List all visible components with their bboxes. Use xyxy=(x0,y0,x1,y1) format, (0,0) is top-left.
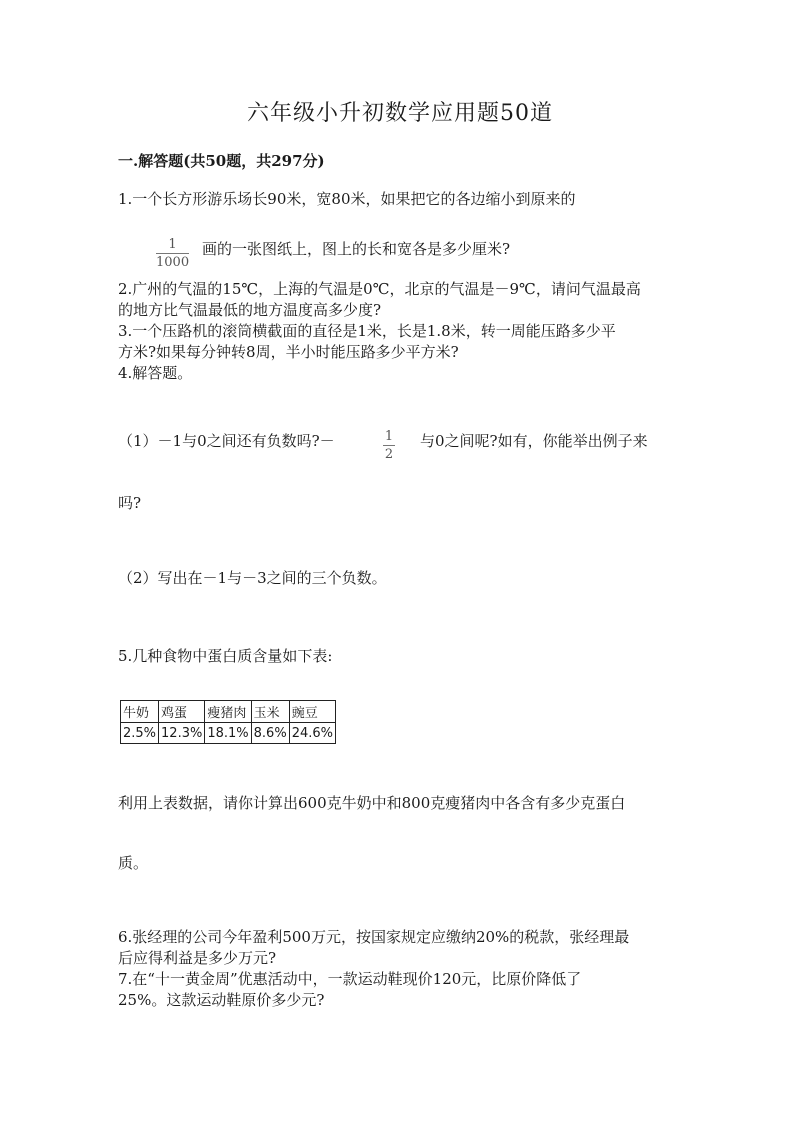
section-heading: 一.解答题(共50题，共297分) xyxy=(118,152,325,170)
question-2-line-1: 2.广州的气温的15℃，上海的气温是0℃，北京的气温是－9℃，请问气温最高 xyxy=(118,280,641,298)
question-7-line-2: 25%。这款运动鞋原价多少元? xyxy=(118,991,325,1009)
table-header-cell: 鸡蛋 xyxy=(159,701,205,723)
table-header-cell: 豌豆 xyxy=(289,701,335,723)
question-3-line-1: 3.一个压路机的滚筒横截面的直径是1米，长是1.8米，转一周能压路多少平 xyxy=(118,322,616,340)
table-row xyxy=(121,723,336,744)
question-1-line-1: 1.一个长方形游乐场长90米，宽80米，如果把它的各边缩小到原来的 xyxy=(118,190,576,208)
question-4-part-1-b: 与0之间呢?如有，你能举出例子来 xyxy=(420,432,648,450)
table-header-row xyxy=(121,701,336,723)
question-6-line-1: 6.张经理的公司今年盈利500万元，按国家规定应缴纳20%的税款，张经理最 xyxy=(118,928,630,946)
question-3-line-2: 方米?如果每分钟转8周，半小时能压路多少平方米? xyxy=(118,343,459,361)
table-cell: 24.6% xyxy=(289,723,335,744)
question-7-line-1: 7.在“十一黄金周”优惠活动中，一款运动鞋现价120元，比原价降低了 xyxy=(118,970,582,988)
table-header-cell: 牛奶 xyxy=(121,701,159,723)
question-1-line-2: 画的一张图纸上，图上的长和宽各是多少厘米? xyxy=(202,240,511,258)
fraction-numerator: 1 xyxy=(384,429,394,444)
question-4-heading: 4.解答题。 xyxy=(118,364,193,382)
question-2-line-2: 的地方比气温最低的地方温度高多少度? xyxy=(118,301,382,319)
fraction-denominator: 2 xyxy=(384,447,394,462)
fraction-bar xyxy=(383,445,395,446)
question-4-fraction xyxy=(383,425,395,461)
question-5-line-2: 质。 xyxy=(118,854,149,872)
table-cell: 2.5% xyxy=(121,723,159,744)
question-6-line-2: 后应得利益是多少万元? xyxy=(118,949,277,967)
question-5-line-1: 利用上表数据，请你计算出600克牛奶中和800克瘦猪肉中各含有多少克蛋白 xyxy=(118,794,626,812)
question-5-intro: 5.几种食物中蛋白质含量如下表: xyxy=(118,647,333,665)
page-title: 六年级小升初数学应用题50道 xyxy=(247,101,553,126)
question-4-part-1-c: 吗? xyxy=(118,494,142,512)
question-4-part-2: （2）写出在－1与－3之间的三个负数。 xyxy=(118,569,387,587)
fraction-bar xyxy=(156,253,189,254)
fraction-denominator: 1000 xyxy=(156,255,190,270)
table-cell: 18.1% xyxy=(205,723,251,744)
table-header-cell: 玉米 xyxy=(251,701,289,723)
fraction-numerator: 1 xyxy=(168,237,177,252)
table-cell: 12.3% xyxy=(159,723,205,744)
question-1-fraction xyxy=(156,233,189,269)
question-4-part-1-a: （1）－1与0之间还有负数吗?－ xyxy=(118,432,335,450)
table-header-cell: 瘦猪肉 xyxy=(205,701,251,723)
table-cell: 8.6% xyxy=(251,723,289,744)
protein-table xyxy=(120,700,336,744)
